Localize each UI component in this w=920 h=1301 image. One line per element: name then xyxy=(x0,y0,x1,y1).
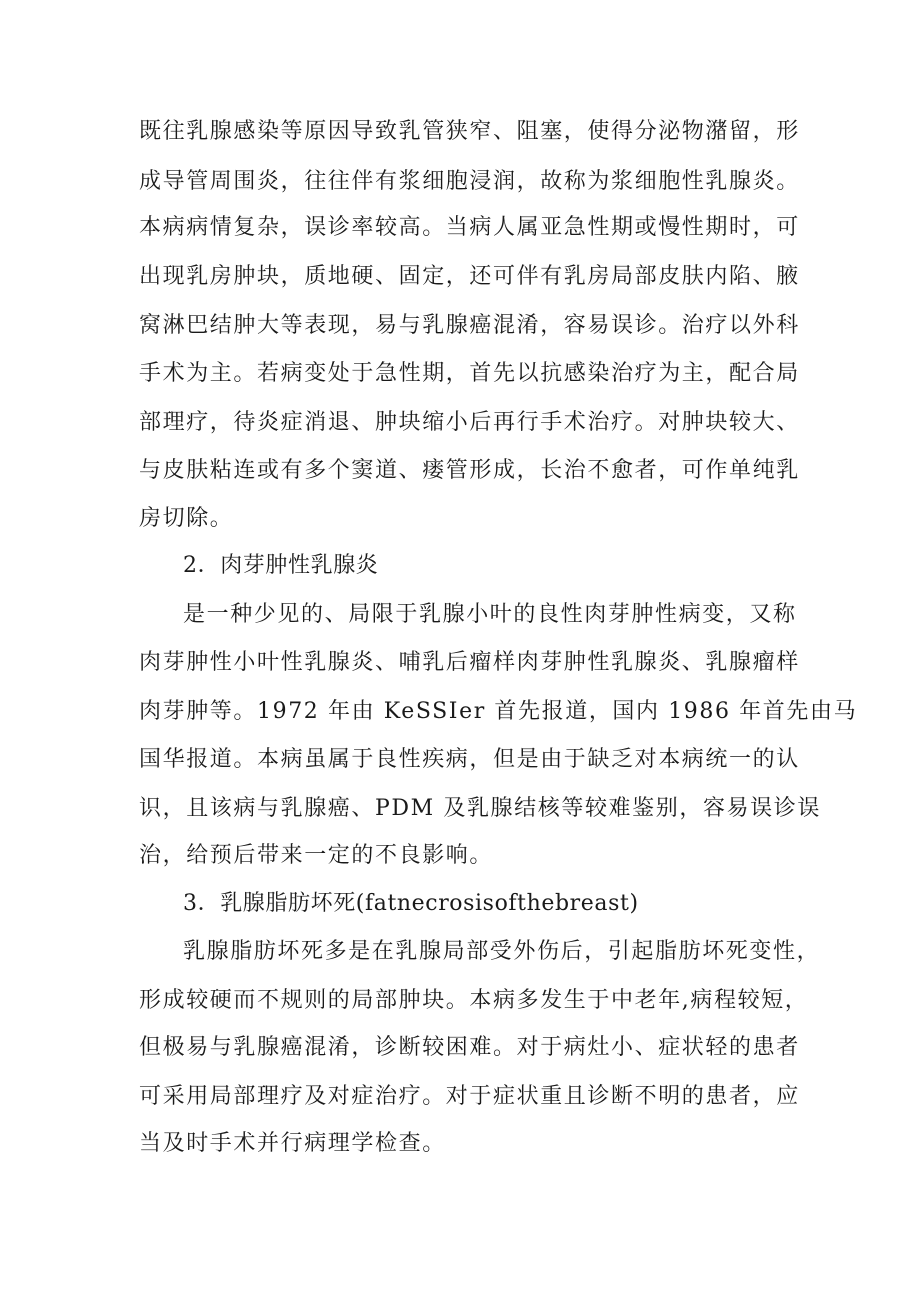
paragraph-line: 肉芽肿等。1972 年由 KeSSIer 首先报道，国内 1986 年首先由马 xyxy=(139,699,858,724)
paragraph-line: 治，给预后带来一定的不良影响。 xyxy=(139,843,494,868)
section-heading-granulomatous-mastitis: 2．肉芽肿性乳腺炎 xyxy=(183,553,379,578)
paragraph-line: 当及时手术并行病理学检查。 xyxy=(139,1131,446,1156)
paragraph-line: 识，且该病与乳腺癌、PDM 及乳腺结核等较难鉴别，容易误诊误 xyxy=(139,796,821,821)
paragraph-line: 本病病情复杂，误诊率较高。当病人属亚急性期或慢性期时，可 xyxy=(139,215,800,240)
paragraph-line: 房切除。 xyxy=(139,506,234,531)
paragraph-line: 部理疗，待炎症消退、肿块缩小后再行手术治疗。对肿块较大、 xyxy=(139,410,800,435)
paragraph-line: 手术为主。若病变处于急性期，首先以抗感染治疗为主，配合局 xyxy=(139,361,800,386)
paragraph-line: 肉芽肿性小叶性乳腺炎、哺乳后瘤样肉芽肿性乳腺炎、乳腺瘤样 xyxy=(139,650,800,675)
paragraph-line: 是一种少见的、局限于乳腺小叶的良性肉芽肿性病变，又称 xyxy=(183,602,797,627)
paragraph-line: 形成较硬而不规则的局部肿块。本病多发生于中老年,病程较短， xyxy=(139,988,809,1013)
section-heading-fat-necrosis: 3．乳腺脂肪坏死(fatnecrosisofthebreast) xyxy=(183,891,639,916)
paragraph-line: 窝淋巴结肿大等表现，易与乳腺癌混淆，容易误诊。治疗以外科 xyxy=(139,313,800,338)
paragraph-line: 出现乳房肿块，质地硬、固定，还可伴有乳房局部皮肤内陷、腋 xyxy=(139,264,800,289)
paragraph-line: 但极易与乳腺癌混淆，诊断较困难。对于病灶小、症状轻的患者 xyxy=(139,1035,800,1060)
paragraph-line: 成导管周围炎，往往伴有浆细胞浸润，故称为浆细胞性乳腺炎。 xyxy=(139,169,800,194)
paragraph-line: 乳腺脂肪坏死多是在乳腺局部受外伤后，引起脂肪坏死变性， xyxy=(183,939,821,964)
paragraph-line: 国华报道。本病虽属于良性疾病，但是由于缺乏对本病统一的认 xyxy=(139,747,800,772)
paragraph-line: 既往乳腺感染等原因导致乳管狭窄、阻塞，使得分泌物潴留，形 xyxy=(139,119,800,144)
paragraph-line: 可采用局部理疗及对症治疗。对于症状重且诊断不明的患者，应 xyxy=(139,1084,800,1109)
paragraph-line: 与皮肤粘连或有多个窦道、瘘管形成，长治不愈者，可作单纯乳 xyxy=(139,458,800,483)
